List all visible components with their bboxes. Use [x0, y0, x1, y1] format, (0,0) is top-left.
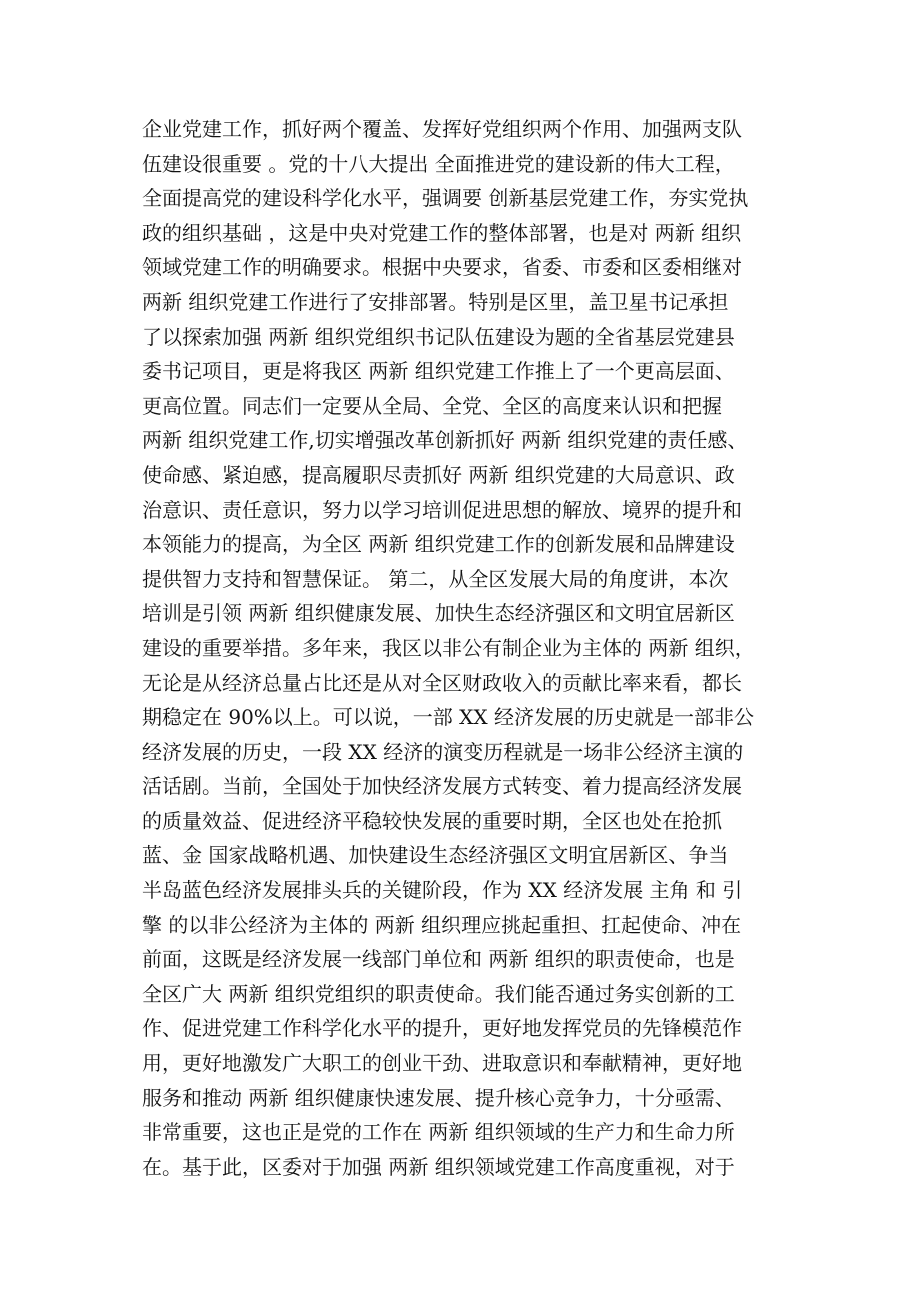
- text-line: 本领能力的提高，为全区 两新 组织党建工作的创新发展和品牌建设: [142, 532, 735, 557]
- text-line: 企业党建工作，抓好两个覆盖、发挥好党组织两个作用、加强两支队: [142, 117, 742, 141]
- text-line: 非常重要，这也正是党的工作在 两新 组织领域的生产力和生命力所: [142, 1120, 735, 1145]
- text-line: 伍建设很重要 。党的十八大提出 全面推进党的建设新的伟大工程，: [142, 151, 735, 176]
- text-line: 在。基于此，区委对于加强 两新 组织领域党建工作高度重视，对于: [142, 1154, 735, 1179]
- text-line: 蓝、金 国家战略机遇、加快建设生态经济强区文明宜居新区、争当: [142, 843, 729, 868]
- text-line: 治意识、责任意识，努力以学习培训促进思想的解放、境界的提升和: [142, 497, 742, 522]
- text-line: 用，更好地激发广大职工的创业干劲、进取意识和奉献精神，更好地: [142, 1051, 742, 1076]
- text-line: 使命感、紧迫感，提高履职尽责抓好 两新 组织党建的大局意识、政: [142, 462, 735, 487]
- text-line: 无论是从经济总量占比还是从对全区财政收入的贡献比率来看，都长: [142, 670, 742, 695]
- text-line: 培训是引领 两新 组织健康发展、加快生态经济强区和文明宜居新区: [142, 601, 735, 626]
- text-line: 全区广大 两新 组织党组织的职责使命。我们能否通过务实创新的工: [142, 981, 735, 1006]
- text-line: 两新 组织党建工作,切实增强改革创新抓好 两新 组织党建的责任感、: [142, 428, 748, 453]
- text-line: 委书记项目，更是将我区 两新 组织党建工作推上了一个更高层面、: [142, 359, 735, 384]
- text-line: 政的组织基础 ，这是中央对党建工作的整体部署，也是对 两新 组织: [142, 220, 742, 245]
- text-line: 期稳定在 90%以上。可以说，一部 XX 经济发展的历史就是一部非公: [142, 705, 755, 730]
- text-line: 擎 的以非公经济为主体的 两新 组织理应挑起重担、扛起使命、冲在: [142, 912, 742, 937]
- text-line: 半岛蓝色经济发展排头兵的关键阶段，作为 XX 经济发展 主角 和 引: [142, 878, 743, 903]
- text-line: 建设的重要举措。多年来，我区以非公有制企业为主体的 两新 组织，: [142, 635, 755, 660]
- text-line: 作、促进党建工作科学化水平的提升，更好地发挥党员的先锋模范作: [142, 1016, 742, 1041]
- text-line: 提供智力支持和智慧保证。 第二，从全区发展大局的角度讲，本次: [142, 566, 729, 591]
- text-line: 服务和推动 两新 组织健康快速发展、提升核心竞争力，十分亟需、: [142, 1085, 735, 1110]
- text-line: 领域党建工作的明确要求。根据中央要求，省委、市委和区委相继对: [142, 255, 742, 280]
- text-line: 活话剧。当前，全国处于加快经济发展方式转变、着力提高经济发展: [142, 774, 742, 799]
- text-line: 两新 组织党建工作进行了安排部署。特别是区里，盖卫星书记承担: [142, 289, 729, 314]
- text-line: 经济发展的历史，一段 XX 经济的演变历程就是一场非公经济主演的: [142, 739, 744, 764]
- text-line: 的质量效益、促进经济平稳较快发展的重要时期，全区也处在抢抓: [142, 808, 722, 833]
- text-line: 更高位置。同志们一定要从全局、全党、全区的高度来认识和把握: [142, 393, 722, 418]
- text-line: 全面提高党的建设科学化水平，强调要 创新基层党建工作，夯实党执: [142, 186, 749, 211]
- text-line: 前面，这既是经济发展一线部门单位和 两新 组织的职责使命，也是: [142, 947, 735, 972]
- body-text: [142, 112, 782, 1184]
- text-line: 了以探索加强 两新 组织党组织书记队伍建设为题的全省基层党建县: [142, 324, 735, 349]
